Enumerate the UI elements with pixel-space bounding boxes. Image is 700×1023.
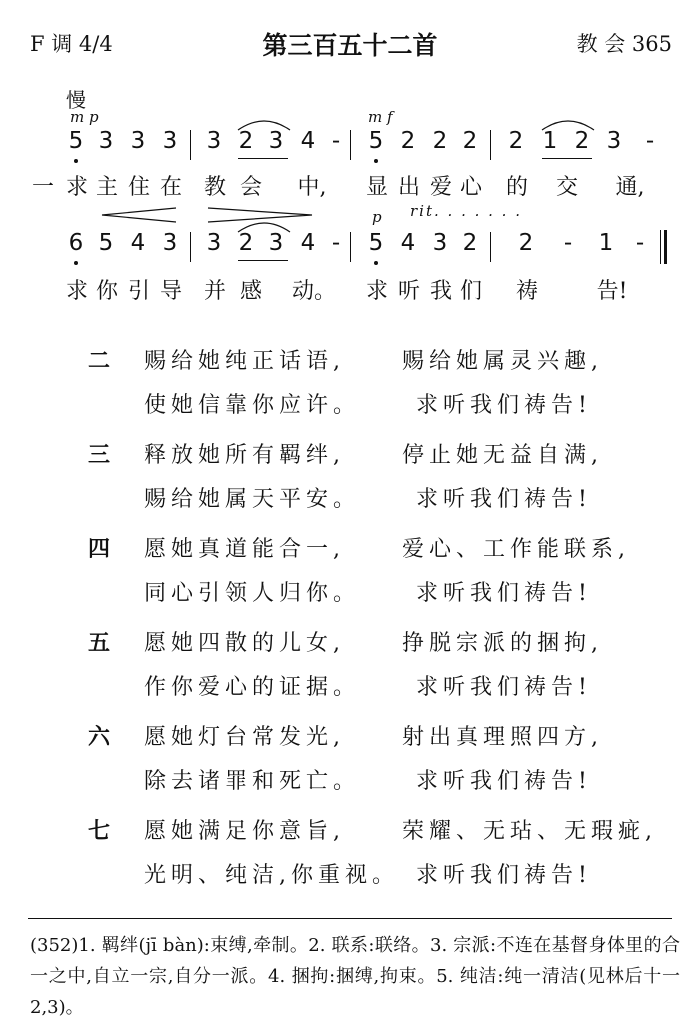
note: 3	[268, 230, 284, 256]
lyric-syllable: 显	[365, 175, 388, 200]
lyric-syllable: 求	[65, 279, 88, 304]
note: 3	[130, 128, 146, 154]
note: 3	[432, 230, 448, 256]
dynamic-p: p	[372, 208, 382, 226]
lower-octave-dot	[374, 159, 378, 163]
verse-number: 五	[88, 631, 111, 656]
note: 5	[98, 230, 114, 256]
verse-line: 射出真理照四方,	[402, 725, 603, 750]
verse-line: 使她信靠你应许。	[144, 393, 361, 418]
lyric-syllable: 中,	[297, 175, 327, 200]
crescendo-hairpin	[100, 206, 180, 224]
verse-line: 荣耀、无玷、无瑕疵,	[402, 819, 657, 844]
tempo-marking: 慢	[66, 88, 86, 112]
note: 2	[508, 128, 524, 154]
barline	[490, 232, 491, 262]
note: 4	[130, 230, 146, 256]
beam-underline	[542, 158, 592, 159]
verse-line: 求听我们祷告!	[416, 487, 592, 512]
slur	[540, 116, 600, 132]
note: 3	[98, 128, 114, 154]
note: 2	[400, 128, 416, 154]
lyric-syllable: 动。	[292, 279, 337, 304]
verse-number: 六	[88, 725, 111, 750]
beam-underline	[238, 158, 288, 159]
slur	[236, 218, 296, 234]
verse-line: 光明、纯洁,你重视。	[144, 863, 399, 888]
verse-line: 爱心、工作能联系,	[402, 537, 630, 562]
verse-line: 愿她真道能合一,	[144, 537, 345, 562]
verse-line: 愿她四散的儿女,	[144, 631, 345, 656]
verse-line: 停止她无益自满,	[402, 443, 603, 468]
lyric-syllable: 祷	[515, 279, 538, 304]
barline	[190, 130, 191, 160]
notation-row-1	[0, 128, 700, 168]
lyric-syllable: 告!	[596, 279, 628, 304]
verse-number: 三	[88, 443, 111, 468]
note: 2	[432, 128, 448, 154]
lyric-syllable: 引	[127, 279, 150, 304]
lyric-syllable: 你	[95, 279, 118, 304]
lower-octave-dot	[374, 261, 378, 265]
barline	[190, 232, 191, 262]
lyric-syllable: 听	[397, 279, 420, 304]
dynamic-mp: m p	[70, 108, 99, 126]
note: 5	[68, 128, 84, 154]
dynamic-mf: m f	[368, 108, 393, 126]
verse-line: 同心引领人归你。	[144, 581, 361, 606]
barline	[350, 232, 351, 262]
note: -	[635, 230, 645, 256]
lyric-syllable: 感	[239, 279, 262, 304]
note: -	[331, 230, 341, 256]
lyric-syllable: 在	[159, 175, 182, 200]
verse-line: 愿她满足你意旨,	[144, 819, 345, 844]
note: 2	[574, 128, 590, 154]
note: 2	[238, 230, 254, 256]
note: 3	[162, 230, 178, 256]
note: -	[563, 230, 573, 256]
verse-line: 求听我们祷告!	[416, 581, 592, 606]
note: 4	[400, 230, 416, 256]
note: 3	[606, 128, 622, 154]
verse-number: 七	[88, 819, 111, 844]
final-barline-thin	[660, 230, 661, 264]
note: 2	[462, 128, 478, 154]
note: -	[645, 128, 655, 154]
notation-row-2	[0, 230, 700, 270]
note: 6	[68, 230, 84, 256]
verse-line: 释放她所有羁绊,	[144, 443, 345, 468]
verse-line: 求听我们祷告!	[416, 863, 592, 888]
lyric-syllable: 教	[203, 175, 226, 200]
note: 2	[518, 230, 534, 256]
lyric-syllable: 导	[159, 279, 182, 304]
beam-underline	[238, 260, 288, 261]
lyric-syllable: 交	[555, 175, 578, 200]
note: 3	[206, 128, 222, 154]
barline	[490, 130, 491, 160]
slur	[236, 116, 296, 132]
verse-line: 赐给她属天平安。	[144, 487, 361, 512]
lyric-syllable: 的	[505, 175, 528, 200]
lyric-row-1	[0, 170, 700, 210]
verse-line: 除去诸罪和死亡。	[144, 769, 361, 794]
ritardando-marking: rit. . . . . . .	[410, 202, 522, 220]
hymn-title: 第三百五十二首	[262, 31, 438, 60]
verse-line: 求听我们祷告!	[416, 393, 592, 418]
barline	[350, 130, 351, 160]
note: 4	[300, 230, 316, 256]
note: 4	[300, 128, 316, 154]
lyric-syllable: 会	[239, 175, 262, 200]
lyric-syllable: 并	[203, 279, 226, 304]
verse-line: 求听我们祷告!	[416, 675, 592, 700]
verse-one-marker: 一	[31, 175, 54, 200]
note: 1	[598, 230, 614, 256]
note: 1	[542, 128, 558, 154]
note: 3	[162, 128, 178, 154]
key-signature: F 调 4/4	[30, 32, 113, 56]
note: 2	[462, 230, 478, 256]
note: 5	[368, 128, 384, 154]
footnote: (352)1. 羁绊(jī bàn):束缚,牵制。2. 联系:联络。3. 宗派:不连在基督身体里的合一之中,自立一宗,自分一派。4. 捆拘:捆缚,拘束。5. 纯洁:纯一清洁(见林后十一 2,3)。	[30, 935, 680, 1018]
verse-number: 二	[88, 349, 111, 374]
lyric-syllable: 主	[95, 175, 118, 200]
verse-line: 愿她灯台常发光,	[144, 725, 345, 750]
verse-number: 四	[88, 537, 111, 562]
lyric-syllable: 出	[397, 175, 420, 200]
lyric-syllable: 求	[365, 279, 388, 304]
hymn-reference: 教 会 365	[576, 32, 672, 56]
note: 2	[238, 128, 254, 154]
lower-octave-dot	[74, 159, 78, 163]
lyric-syllable: 通,	[615, 175, 645, 200]
note: 3	[268, 128, 284, 154]
verse-line: 赐给她属灵兴趣,	[402, 349, 603, 374]
verse-line: 求听我们祷告!	[416, 769, 592, 794]
lyric-row-2	[0, 274, 700, 314]
lyric-syllable: 我	[429, 279, 452, 304]
final-barline-thick	[664, 230, 667, 264]
note: -	[331, 128, 341, 154]
lyric-syllable: 求	[65, 175, 88, 200]
lyric-syllable: 爱	[429, 175, 452, 200]
verse-line: 挣脱宗派的捆拘,	[402, 631, 603, 656]
lyric-syllable: 心	[459, 175, 482, 200]
note: 5	[368, 230, 384, 256]
lyric-syllable: 们	[459, 279, 482, 304]
lyric-syllable: 住	[127, 175, 150, 200]
footnote-divider	[28, 918, 672, 919]
lower-octave-dot	[74, 261, 78, 265]
verse-line: 赐给她纯正话语,	[144, 349, 345, 374]
verse-line: 作你爱心的证据。	[144, 675, 361, 700]
note: 3	[206, 230, 222, 256]
